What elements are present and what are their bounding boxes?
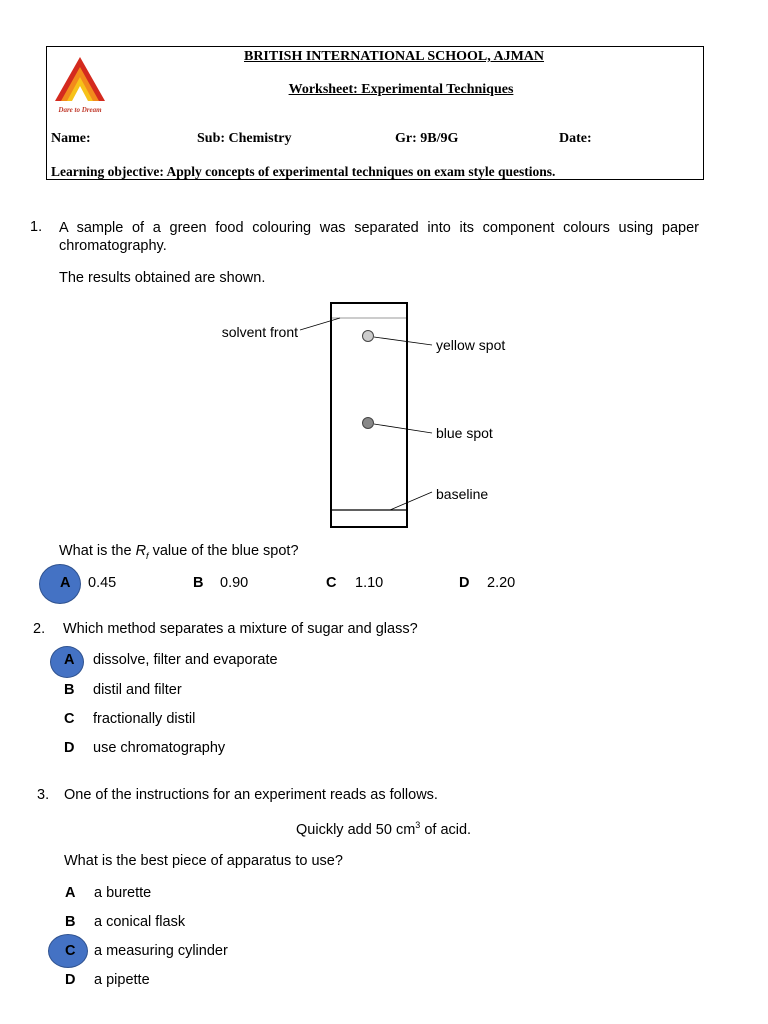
worksheet-header xyxy=(46,46,704,180)
q3-question: What is the best piece of apparatus to use? xyxy=(64,853,343,869)
q3-instruction: Quickly add 50 $cm^3$ of acid. xyxy=(296,820,472,838)
label-yellow-spot: yellow spot xyxy=(436,337,506,353)
q1-option-c-text[interactable]: 1.10 xyxy=(355,575,384,591)
q2-number: 2. xyxy=(33,621,46,637)
q2-question: Which method separates a mixture of sugar and glass? xyxy=(63,621,418,637)
label-solvent-front: solvent front xyxy=(221,324,298,340)
date-label: Date: xyxy=(559,131,592,146)
q3-option-d-letter[interactable]: D xyxy=(65,972,76,988)
q3-option-a-text[interactable]: a burette xyxy=(94,885,152,901)
subject-label: Sub: Chemistry xyxy=(197,131,292,146)
q2-option-d-text[interactable]: use chromatography xyxy=(93,740,226,756)
grade-label: Gr: 9B/9G xyxy=(395,131,459,146)
svg-text:Dare to Dream: Dare to Dream xyxy=(58,106,102,114)
q2-option-b-letter[interactable]: B xyxy=(64,682,75,698)
yellow-spot xyxy=(363,331,374,342)
q2-option-b-text[interactable]: distil and filter xyxy=(93,682,182,698)
worksheet-title: Worksheet: Experimental Techniques xyxy=(288,82,514,97)
q2-option-a-text[interactable]: dissolve, filter and evaporate xyxy=(93,652,278,668)
q3-option-a-letter[interactable]: A xyxy=(65,885,76,901)
q1-question: What is the $R_f$ value of the blue spot? xyxy=(59,543,299,561)
blue-spot xyxy=(363,418,374,429)
q2-option-c-letter[interactable]: C xyxy=(64,711,75,727)
q1-option-d-letter[interactable]: D xyxy=(459,575,470,591)
q1-option-d-text[interactable]: 2.20 xyxy=(487,575,516,591)
q1-option-a-letter[interactable]: A xyxy=(60,575,71,591)
q3-number: 3. xyxy=(37,787,50,803)
name-label: Name: xyxy=(51,131,91,146)
q3-option-b-letter[interactable]: B xyxy=(65,914,76,930)
q3-option-c-text[interactable]: a measuring cylinder xyxy=(94,943,228,959)
q2-option-a-letter[interactable]: A xyxy=(64,652,75,668)
q1-option-b-text[interactable]: 0.90 xyxy=(220,575,249,591)
q2-option-c-text[interactable]: fractionally distil xyxy=(93,711,196,727)
learning-objective: Learning objective: Apply concepts of experimental techniques on exam style questions. xyxy=(51,164,556,179)
chromatogram-diagram xyxy=(200,296,540,532)
q1-number: 1. xyxy=(30,219,43,235)
q3-intro: One of the instructions for an experiment reads as follows. xyxy=(64,787,438,803)
q1-option-a-text[interactable]: 0.45 xyxy=(88,575,117,591)
label-baseline: baseline xyxy=(436,486,489,502)
q2-option-d-letter[interactable]: D xyxy=(64,740,75,756)
q3-option-d-text[interactable]: a pipette xyxy=(94,972,150,988)
q3-option-b-text[interactable]: a conical flask xyxy=(94,914,186,930)
q3-option-c-letter[interactable]: C xyxy=(65,943,76,959)
label-blue-spot: blue spot xyxy=(436,425,493,441)
q1-option-b-letter[interactable]: B xyxy=(193,575,204,591)
q1-text: A sample of a green food colouring was separated into its component colours using paper chromatography. xyxy=(59,220,699,254)
school-name: BRITISH INTERNATIONAL SCHOOL, AJMAN xyxy=(243,49,545,64)
q1-results-text: The results obtained are shown. xyxy=(59,270,266,286)
q1-option-c-letter[interactable]: C xyxy=(326,575,337,591)
